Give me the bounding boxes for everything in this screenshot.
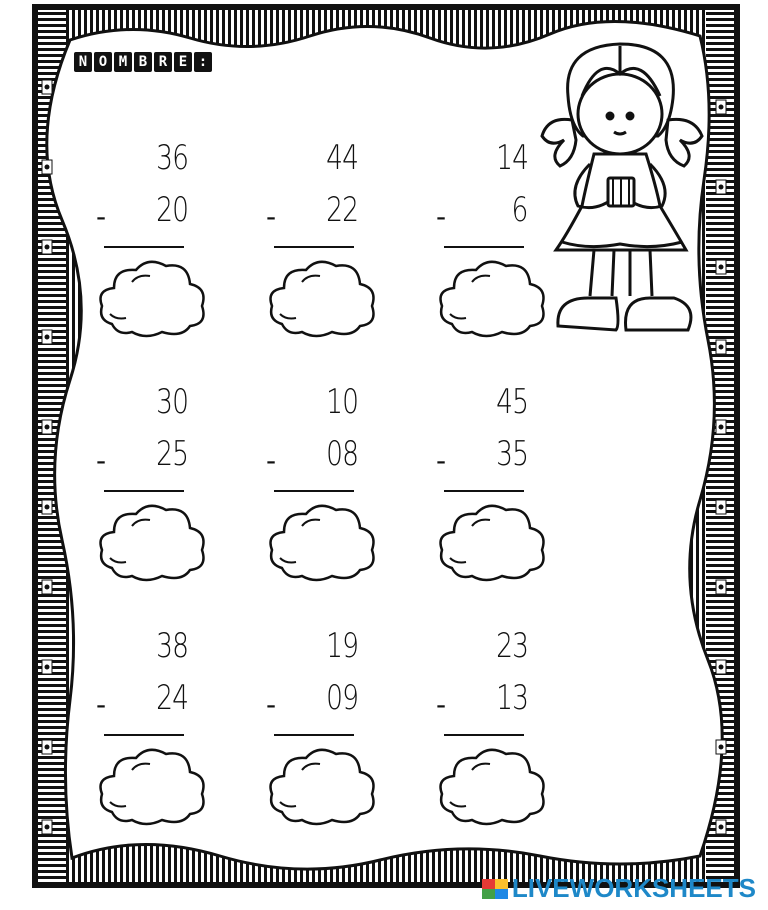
minus-sign: -	[436, 688, 447, 721]
brand-name: LIVEWORKSHEETS	[511, 873, 756, 903]
minuend: 10	[325, 382, 358, 422]
minus-sign: -	[266, 200, 277, 233]
minus-sign: -	[96, 688, 107, 721]
subtrahend: 35	[495, 434, 528, 474]
minuend: 23	[495, 626, 528, 666]
answer-line	[444, 246, 524, 248]
popcorn-cloud-icon[interactable]	[96, 254, 208, 342]
minus-sign: -	[266, 444, 277, 477]
minus-sign: -	[96, 444, 107, 477]
name-letter: N	[74, 52, 92, 72]
answer-line	[444, 734, 524, 736]
popcorn-cloud-icon[interactable]	[436, 498, 548, 586]
minuend: 45	[495, 382, 528, 422]
subtraction-problem	[436, 382, 566, 602]
minuend: 44	[325, 138, 358, 178]
liveworksheets-logo	[482, 873, 756, 904]
minuend: 36	[155, 138, 188, 178]
minuend: 14	[495, 138, 528, 178]
name-letter: B	[134, 52, 152, 72]
answer-line	[274, 734, 354, 736]
minus-sign: -	[266, 688, 277, 721]
subtraction-problem	[436, 626, 566, 846]
subtrahend: 09	[325, 678, 358, 718]
popcorn-cloud-icon[interactable]	[436, 254, 548, 342]
minuend: 38	[155, 626, 188, 666]
subtrahend: 22	[325, 190, 358, 230]
popcorn-cloud-icon[interactable]	[266, 742, 378, 830]
subtrahend: 08	[325, 434, 358, 474]
answer-line	[444, 490, 524, 492]
subtraction-problem	[266, 626, 396, 846]
popcorn-cloud-icon[interactable]	[96, 742, 208, 830]
subtrahend: 25	[155, 434, 188, 474]
popcorn-cloud-icon[interactable]	[266, 254, 378, 342]
popcorn-cloud-icon[interactable]	[266, 498, 378, 586]
name-letter: R	[154, 52, 172, 72]
subtraction-problem	[436, 138, 566, 358]
answer-line	[274, 490, 354, 492]
answer-line	[104, 490, 184, 492]
logo-mark-icon	[482, 879, 508, 899]
subtrahend: 20	[155, 190, 188, 230]
minuend: 19	[325, 626, 358, 666]
subtraction-problem	[96, 626, 226, 846]
name-letter: :	[194, 52, 212, 72]
minus-sign: -	[436, 444, 447, 477]
subtrahend: 24	[155, 678, 188, 718]
subtraction-problem	[266, 382, 396, 602]
name-letter: E	[174, 52, 192, 72]
answer-line	[104, 246, 184, 248]
subtraction-problem	[96, 138, 226, 358]
minus-sign: -	[436, 200, 447, 233]
minuend: 30	[155, 382, 188, 422]
name-letter: O	[94, 52, 112, 72]
popcorn-cloud-icon[interactable]	[436, 742, 548, 830]
answer-line	[104, 734, 184, 736]
subtrahend: 6	[511, 190, 528, 230]
subtraction-problem	[266, 138, 396, 358]
subtraction-problem	[96, 382, 226, 602]
name-label	[74, 52, 212, 72]
popcorn-cloud-icon[interactable]	[96, 498, 208, 586]
minus-sign: -	[96, 200, 107, 233]
name-letter: M	[114, 52, 132, 72]
answer-line	[274, 246, 354, 248]
subtrahend: 13	[495, 678, 528, 718]
